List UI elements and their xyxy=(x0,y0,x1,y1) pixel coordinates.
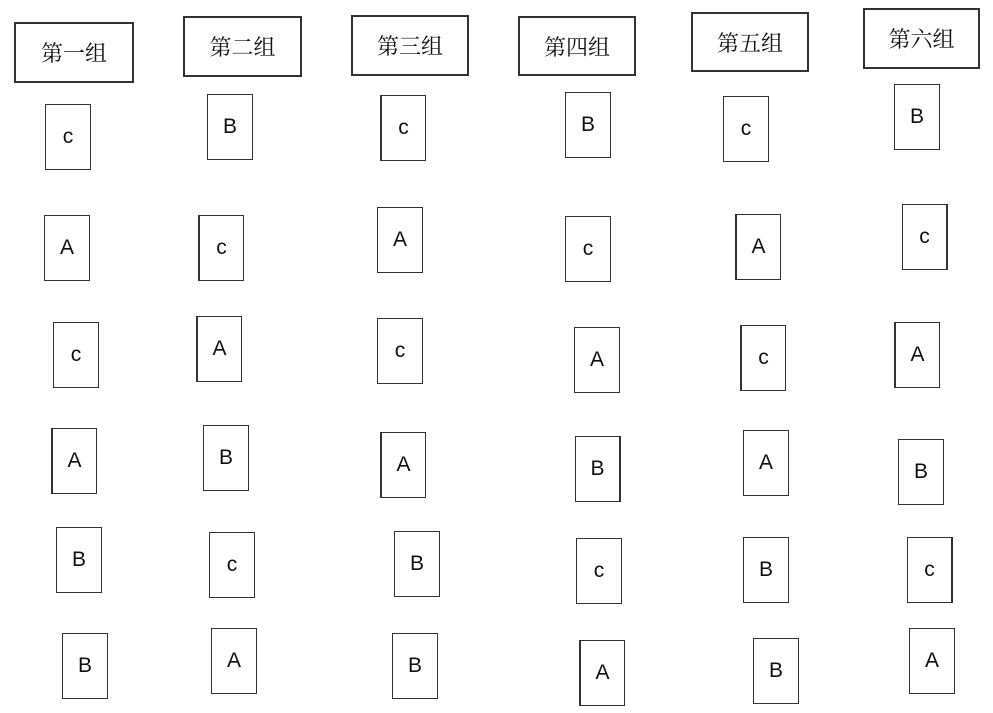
group-5-card-5: B xyxy=(743,537,789,603)
group-5-card-2: A xyxy=(735,214,781,280)
group-3-card-1: c xyxy=(380,95,426,161)
group-5-header: 第五组 xyxy=(691,12,809,72)
group-2-card-2: c xyxy=(198,215,244,281)
group-4-card-4: B xyxy=(575,436,621,502)
group-2-card-6: A xyxy=(211,628,257,694)
group-4-card-1: B xyxy=(565,92,611,158)
group-3-header: 第三组 xyxy=(351,15,469,76)
group-5-card-4: A xyxy=(743,430,789,496)
group-2-card-1: B xyxy=(207,94,253,160)
group-6-card-1: B xyxy=(894,84,940,150)
group-2-card-3: A xyxy=(196,316,242,382)
group-5-card-1: c xyxy=(723,96,769,162)
group-1-card-5: B xyxy=(56,527,102,593)
group-1-card-1: c xyxy=(45,104,91,170)
group-6-card-3: A xyxy=(894,322,940,388)
group-6-card-5: c xyxy=(907,537,953,603)
group-3-card-6: B xyxy=(392,633,438,699)
group-3-card-3: c xyxy=(377,318,423,384)
group-2-card-5: c xyxy=(209,532,255,598)
group-2-header: 第二组 xyxy=(183,16,302,77)
group-4-card-6: A xyxy=(579,640,625,706)
group-2-card-4: B xyxy=(203,425,249,491)
group-4-card-2: c xyxy=(565,216,611,282)
group-6-card-6: A xyxy=(909,628,955,694)
group-1-card-2: A xyxy=(44,215,90,281)
group-1-card-3: c xyxy=(53,322,99,388)
group-1-header: 第一组 xyxy=(14,22,134,83)
group-4-header: 第四组 xyxy=(518,16,636,76)
group-5-card-3: c xyxy=(740,325,786,391)
group-4-card-5: c xyxy=(576,538,622,604)
group-6-card-2: c xyxy=(902,204,948,270)
group-3-card-4: A xyxy=(380,432,426,498)
group-4-card-3: A xyxy=(574,327,620,393)
group-3-card-5: B xyxy=(394,531,440,597)
group-6-header: 第六组 xyxy=(863,8,980,69)
group-3-card-2: A xyxy=(377,207,423,273)
group-6-card-4: B xyxy=(898,439,944,505)
group-1-card-6: B xyxy=(62,633,108,699)
group-5-card-6: B xyxy=(753,638,799,704)
group-1-card-4: A xyxy=(51,428,97,494)
